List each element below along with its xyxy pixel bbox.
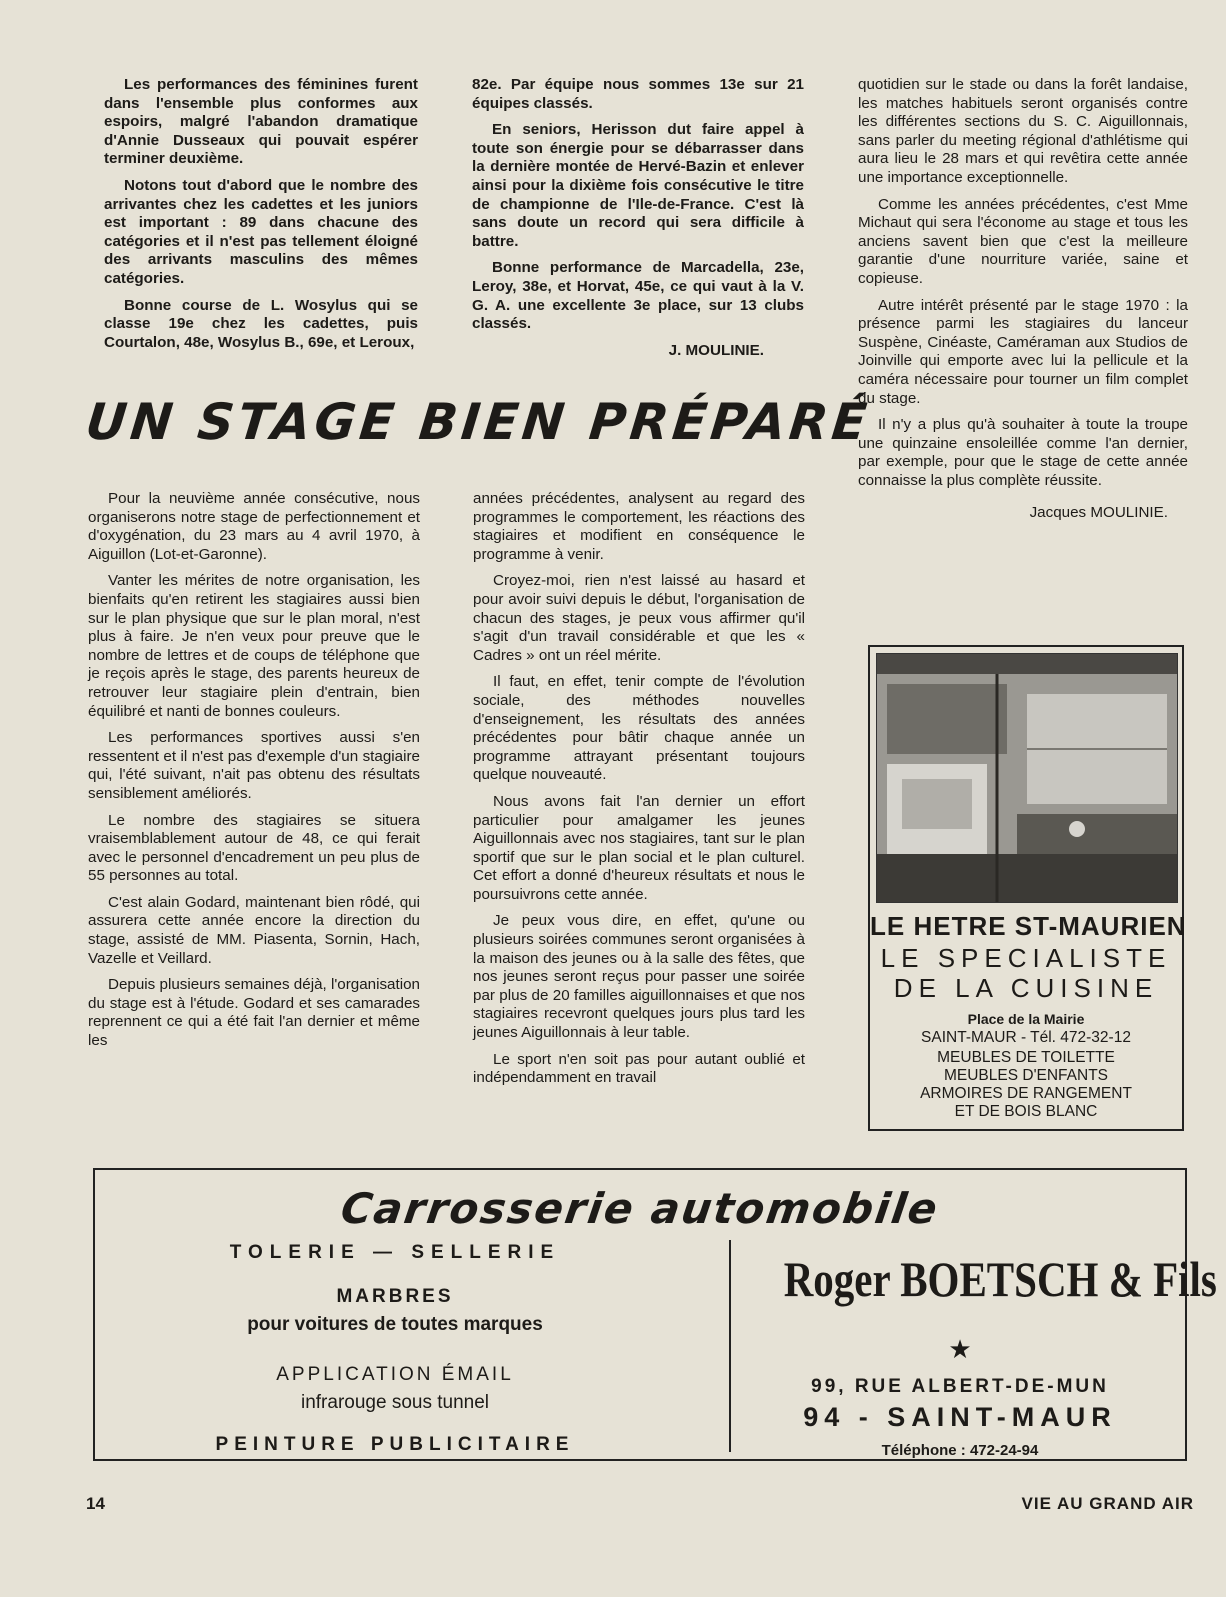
paragraph: Le nombre des stagiaires se situera vraisemblablement autour de 48, ce qui ferait avec le personnel d'encadrement un peu plus de 55 personnes au total. (88, 811, 420, 885)
paragraph: En seniors, Herisson dut faire appel à toute son énergie pour se débarrasser dans la dernière montée de Hervé-Bazin et enlever ainsi pour la dixième fois consécutive le titre de championne de l'Ile-de-France. C'est là sans doute un record qui sera difficile à battre. (472, 121, 804, 250)
paragraph: 82e. Par équipe nous sommes 13e sur 21 équipes classés. (472, 76, 804, 112)
stage-article-col1 (88, 490, 420, 1059)
paragraph: Bonne performance de Marcadella, 23e, Leroy, 38e, et Horvat, 45e, ce qui vaut à la V. G. A. une excellente 3e place, sur 13 clubs classés. (472, 259, 804, 333)
ad-marbres-sub: pour voitures de toutes marques (247, 1314, 543, 1335)
ad-company: Roger BOETSCH & Fils (783, 1251, 1217, 1307)
ad-city-phone (870, 1029, 1182, 1047)
headline: UN STAGE BIEN PRÉPARÉ (82, 393, 874, 451)
ad-company-wrap (745, 1250, 1217, 1308)
divider (729, 1240, 731, 1452)
ad-line: LE SPECIALISTE (880, 943, 1172, 973)
paragraph: Pour la neuvième année consécutive, nous organiserons notre stage de perfectionnement et d'oxygénation, du 23 mars au 4 avril 1970, à Aiguillon (Lot-et-Garonne). (88, 490, 420, 563)
ad-item: MEUBLES D'ENFANTS (943, 1067, 1109, 1084)
star-icon: ★ (948, 1334, 972, 1364)
ad-tolerie: TOLERIE — SELLERIE (229, 1242, 561, 1263)
ad-headline: Carrosserie automobile (337, 1184, 943, 1233)
ad-street: 99, RUE ALBERT-DE-MUN (811, 1376, 1109, 1397)
magazine-name: VIE AU GRAND AIR (1021, 1494, 1194, 1513)
ad-city-phone-text: SAINT-MAUR - Tél. 472-32-12 (921, 1029, 1131, 1046)
paragraph: Je peux vous dire, en effet, qu'une ou plusieurs soirées communes seront organisées à la maison des jeunes ou à la salle des fêtes, que nos jeunes seront reçus pour passer une soirée par plus de 20 familles aiguillonnaises et que nos stagiaires recevront quelques jours plus tard les jeunes Aiguillonnais à leur table. (473, 912, 805, 1042)
paragraph: Le sport n'en soit pas pour autant oublié et indépendamment en travail (473, 1050, 805, 1087)
paragraph: années précédentes, analysent au regard des programmes le comportement, les réactions des stagiaires et modifient en conséquence le programme à venir. (473, 490, 805, 563)
signature: J. MOULINIE. (668, 341, 764, 359)
ad-hetre-st-maurien (868, 645, 1187, 1131)
ad-application: APPLICATION ÉMAIL (276, 1364, 514, 1385)
paragraph: Il n'y a plus qu'à souhaiter à toute la troupe une quinzaine ensoleillée comme l'an dernier, par exemple, pour que le stage de cette année connaisse la plus complète réussite. (858, 416, 1188, 489)
paragraph: Croyez-moi, rien n'est laissé au hasard et pour avoir suivi depuis le début, l'organisation de chacun des stages, je peux vous affirmer qu'il s'agit d'un travail considérable et que les « Cadres » ont un réel mérite. (473, 572, 805, 664)
page-number: 14 (86, 1494, 105, 1513)
ad-peinture: PEINTURE PUBLICITAIRE (215, 1434, 575, 1455)
ad-item: MEUBLES DE TOILETTE (937, 1049, 1115, 1066)
ad-carrosserie (93, 1168, 1217, 1461)
ad-item: ET DE BOIS BLANC (954, 1103, 1098, 1120)
ad-city: 94 - SAINT-MAUR (803, 1402, 1117, 1432)
paragraph: Comme les années précédentes, c'est Mme Michaut qui sera l'économe au stage et tous les anciens savent bien que c'est la meilleure garantie d'une nourriture variée, saine et copieuse. (858, 195, 1188, 287)
top-article-col2 (472, 76, 804, 368)
paragraph: Les performances des féminines furent dans l'ensemble plus conformes aux espoirs, malgré l'abandon dramatique d'Annie Dusseaux qui pouvait espérer terminer deuxième. (104, 76, 418, 168)
kitchen-photo (876, 653, 1178, 903)
stage-article-col2 (473, 490, 805, 1096)
paragraph: Vanter les mérites de notre organisation, les bienfaits qu'en retirent les stagiaires aussi bien sur le plan physique que sur le plan moral, n'est plus à faire. Je n'en veux pour preuve que le nombre de lettres et de coups de téléphone que je reçois après le stage, des parents heureux de retrouver leur stagiaire plein d'entrain, bien équilibré et nanti de bonnes couleurs. (88, 572, 420, 720)
ad-marbres: MARBRES (336, 1286, 454, 1307)
ad-brand: LE HETRE ST-MAURIEN (870, 911, 1187, 941)
paragraph: C'est alain Godard, maintenant bien rôdé, qui assurera cette année encore la direction du stage, assisté de MM. Piasenta, Sornin, Hach, Vazelle et Veillard. (88, 893, 420, 967)
ad-place: Place de la Mairie (967, 1011, 1085, 1027)
paragraph: Notons tout d'abord que le nombre des arrivantes chez les cadettes et les juniors est important : 89 dans chacune des catégories et il n'est pas tellement éloigné des arrivants masculins des mêmes catégories. (104, 176, 418, 287)
ad-item: ARMOIRES DE RANGEMENT (920, 1085, 1132, 1102)
stage-article-col3 (858, 76, 1188, 531)
paragraph: Nous avons fait l'an dernier un effort particulier pour amalgamer les jeunes Aiguillonnais avec nos stagiaires, tant sur le plan sportif que sur le plan social et le plan culturel. Cet effort a donné d'heureux résultats et nous le poursuivrons cette année. (473, 792, 805, 903)
paragraph: Les performances sportives aussi s'en ressentent et il n'est pas d'exemple d'un stagiaire qui, l'été suivant, n'ait pas obtenu des résultats sensiblement améliorés. (88, 729, 420, 802)
top-article-col1 (104, 76, 418, 360)
paragraph: quotidien sur le stade ou dans la forêt landaise, les matches habituels seront organisés contre les différentes sections du S. C. Aiguillonnais, sans parler du meeting régional d'athlétisme qui aura lieu le 28 mars et qui revêtira cette année une importance exceptionnelle. (858, 76, 1188, 186)
paragraph: Bonne course de L. Wosylus qui se classe 19e chez les cadettes, puis Courtalon, 48e, Wosylus B., 69e, et Leroux, (104, 296, 418, 351)
ad-application-sub: infrarouge sous tunnel (300, 1392, 489, 1413)
ad-line: DE LA CUISINE (893, 973, 1159, 1003)
paragraph: Autre intérêt présenté par le stage 1970 : la présence parmi les stagiaires du lanceur Suspène, Cinéaste, Caméraman aux Studios de Joinville qui emporte avec lui la pellicule et la caméra nécessaire pour tourner un film complet du stage. (858, 296, 1188, 407)
signature: Jacques MOULINIE. (1029, 504, 1168, 522)
paragraph: Il faut, en effet, tenir compte de l'évolution sociale, des méthodes nouvelles d'enseignement, les résultats des années précédentes pour bâtir chaque année un programme attrayant présentant toujours quelque nouveauté. (473, 673, 805, 784)
ad-phone: Téléphone : 472-24-94 (881, 1442, 1039, 1459)
paragraph: Depuis plusieurs semaines déjà, l'organisation du stage est à l'étude. Godard et ses camarades reprennent ce qui a été fait l'an dernier et même les (88, 976, 420, 1050)
